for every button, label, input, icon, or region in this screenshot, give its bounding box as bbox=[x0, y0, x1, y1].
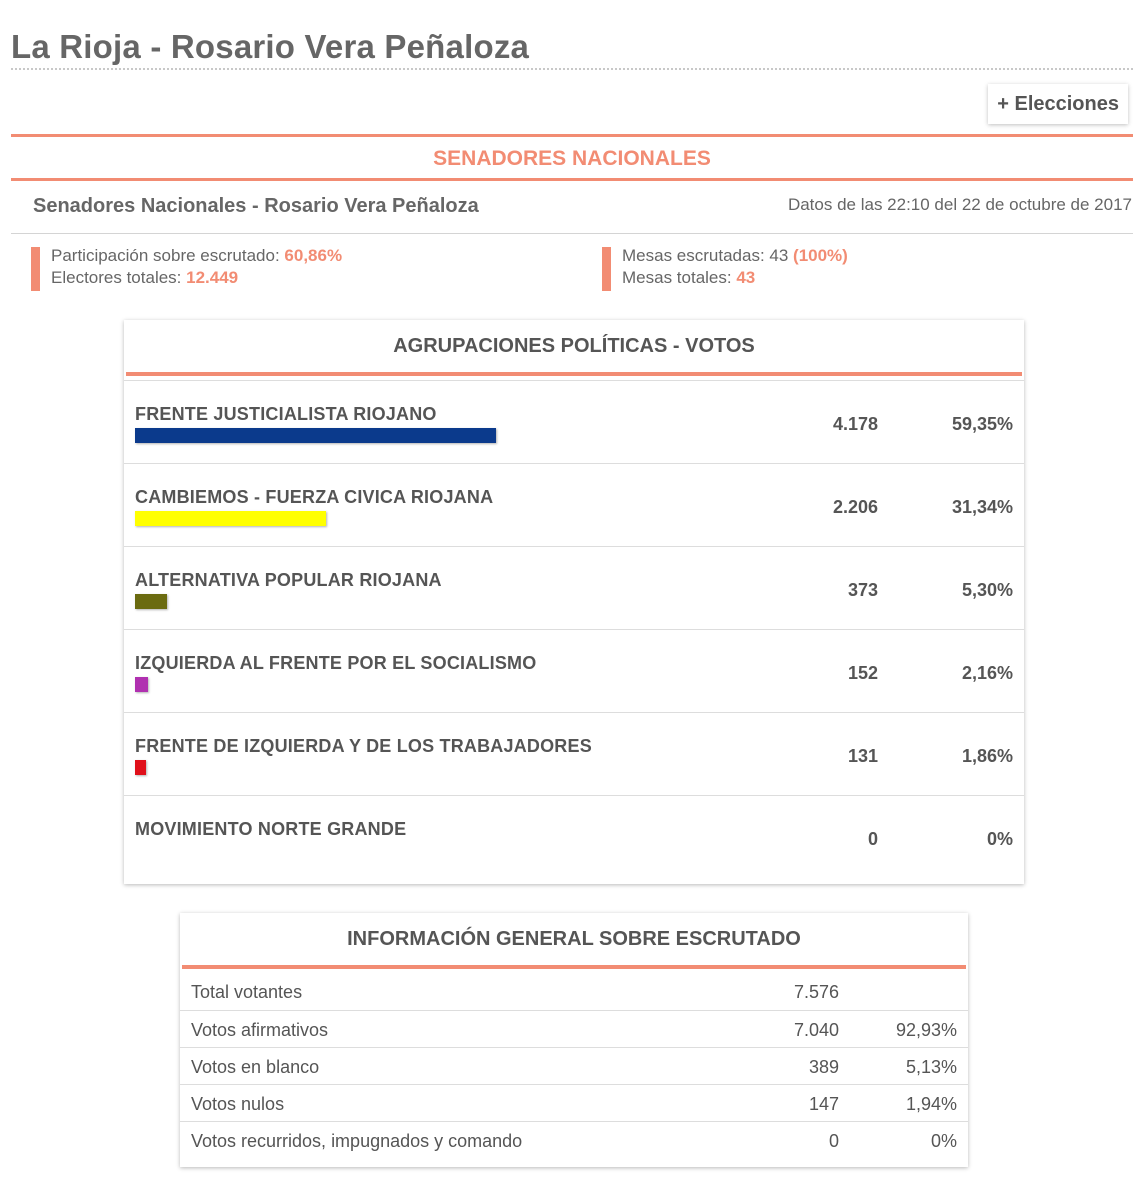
electores-value: 12.449 bbox=[186, 268, 239, 287]
info-table-accent-rule bbox=[182, 965, 966, 969]
party-name: CAMBIEMOS - FUERZA CIVICA RIOJANA bbox=[135, 487, 494, 507]
party-share-bar bbox=[135, 511, 326, 526]
info-label: Votos nulos bbox=[191, 1094, 285, 1114]
party-rows bbox=[124, 381, 1024, 879]
info-label: Votos recurridos, impugnados y comando bbox=[191, 1131, 523, 1151]
party-percentage: 0% bbox=[986, 829, 1013, 849]
section-divider-bottom bbox=[11, 178, 1133, 181]
party-votes: 0 bbox=[867, 829, 878, 849]
party-row bbox=[124, 381, 1024, 464]
party-row bbox=[124, 713, 1024, 796]
info-table bbox=[180, 913, 968, 1167]
participacion-label: Participación sobre escrutado: bbox=[51, 246, 285, 265]
party-row bbox=[124, 796, 1024, 879]
mesas-escrutadas-line bbox=[622, 245, 848, 267]
info-percentage: 92,93% bbox=[895, 1020, 957, 1040]
participacion-value: 60,86% bbox=[284, 246, 343, 265]
party-row bbox=[124, 630, 1024, 713]
page-title: La Rioja - Rosario Vera Peñaloza bbox=[11, 28, 530, 65]
mesas-totales-label: Mesas totales: bbox=[622, 268, 737, 287]
party-votes: 4.178 bbox=[832, 414, 878, 434]
party-row bbox=[124, 464, 1024, 547]
mesas-escrutadas-pct: (100%) bbox=[793, 246, 848, 265]
votes-table bbox=[124, 320, 1024, 884]
info-rows bbox=[180, 973, 968, 1158]
party-name: ALTERNATIVA POPULAR RIOJANA bbox=[135, 570, 442, 590]
mesas-stats bbox=[602, 245, 848, 289]
info-value: 147 bbox=[808, 1094, 839, 1114]
info-percentage: 1,94% bbox=[905, 1094, 957, 1114]
info-row bbox=[180, 973, 968, 1010]
info-row bbox=[180, 1010, 968, 1047]
info-value: 0 bbox=[828, 1131, 839, 1151]
party-votes: 152 bbox=[847, 663, 878, 683]
electores-label: Electores totales: bbox=[51, 268, 187, 287]
party-percentage: 5,30% bbox=[961, 580, 1013, 600]
info-value: 389 bbox=[808, 1057, 839, 1077]
party-votes: 373 bbox=[847, 580, 878, 600]
mesas-escrutadas-label: Mesas escrutadas: 43 bbox=[622, 246, 794, 265]
title-divider bbox=[11, 68, 1133, 70]
electores-line bbox=[51, 267, 342, 289]
info-table-title: INFORMACIÓN GENERAL SOBRE ESCRUTADO bbox=[347, 927, 801, 950]
info-percentage: 5,13% bbox=[905, 1057, 957, 1077]
info-label: Votos afirmativos bbox=[191, 1020, 329, 1040]
party-percentage: 59,35% bbox=[951, 414, 1013, 434]
party-share-bar bbox=[135, 594, 167, 609]
party-name: IZQUIERDA AL FRENTE POR EL SOCIALISMO bbox=[135, 653, 537, 673]
info-label: Total votantes bbox=[191, 982, 303, 1002]
info-percentage: 0% bbox=[930, 1131, 957, 1151]
votes-table-title: AGRUPACIONES POLÍTICAS - VOTOS bbox=[393, 334, 755, 357]
party-name: FRENTE DE IZQUIERDA Y DE LOS TRABAJADORES bbox=[135, 736, 592, 756]
info-label: Votos en blanco bbox=[191, 1057, 320, 1077]
elecciones-button[interactable]: + Elecciones bbox=[988, 84, 1128, 124]
info-value: 7.576 bbox=[793, 982, 839, 1002]
participation-stats bbox=[31, 245, 342, 289]
info-row bbox=[180, 1084, 968, 1121]
party-percentage: 1,86% bbox=[961, 746, 1013, 766]
results-subtitle: Senadores Nacionales - Rosario Vera Peñaloza bbox=[33, 195, 479, 217]
info-row bbox=[180, 1121, 968, 1158]
mesas-totales-value: 43 bbox=[736, 268, 756, 287]
party-percentage: 2,16% bbox=[961, 663, 1013, 683]
section-title: SENADORES NACIONALES bbox=[433, 147, 711, 170]
party-share-bar bbox=[135, 760, 146, 775]
subtitle-divider bbox=[11, 233, 1133, 234]
party-votes: 131 bbox=[847, 746, 878, 766]
info-value: 7.040 bbox=[793, 1020, 839, 1040]
mesas-totales-line bbox=[622, 267, 848, 289]
party-row bbox=[124, 547, 1024, 630]
participacion-line bbox=[51, 245, 342, 267]
section-divider-top bbox=[11, 134, 1133, 137]
party-share-bar bbox=[135, 677, 148, 692]
party-name: FRENTE JUSTICIALISTA RIOJANO bbox=[135, 404, 437, 424]
data-timestamp: Datos de las 22:10 del 22 de octubre de 2017 bbox=[787, 195, 1132, 214]
party-name: MOVIMIENTO NORTE GRANDE bbox=[135, 819, 407, 839]
party-share-bar bbox=[135, 428, 496, 443]
party-percentage: 31,34% bbox=[951, 497, 1013, 517]
party-votes: 2.206 bbox=[832, 497, 878, 517]
votes-table-accent-rule bbox=[126, 372, 1022, 376]
info-row bbox=[180, 1047, 968, 1084]
